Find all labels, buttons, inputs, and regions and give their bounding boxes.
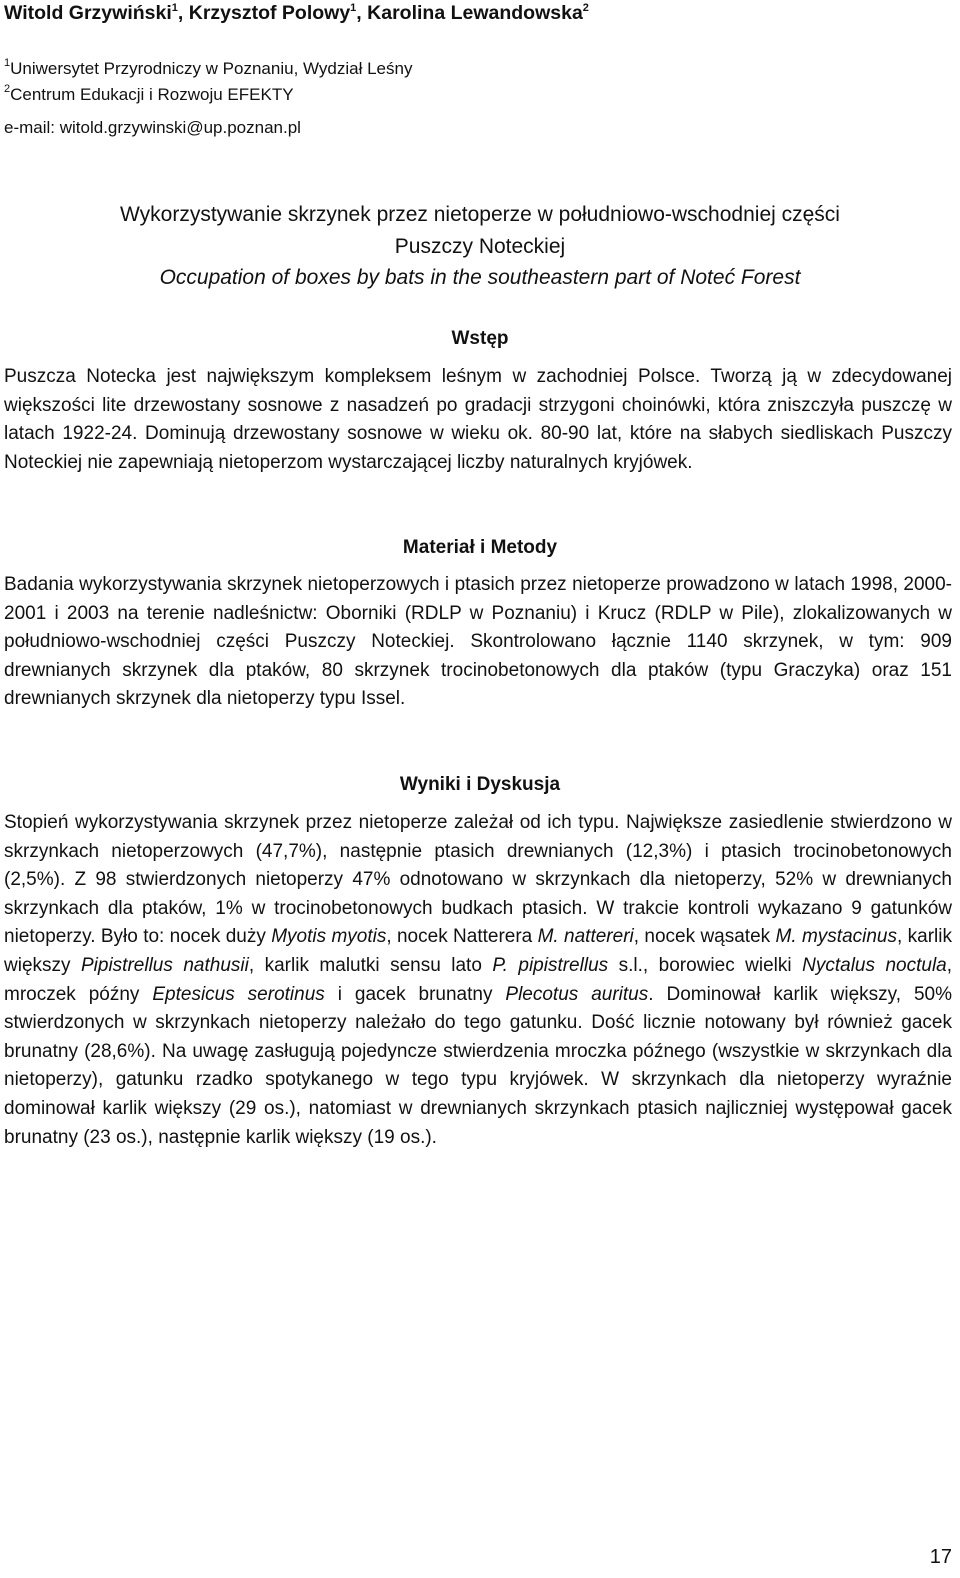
author-affiliation-mark: 2 [582, 2, 589, 14]
contact-email: e-mail: witold.grzywinski@up.poznan.pl [4, 118, 301, 137]
author-affiliation-mark: 1 [350, 2, 357, 14]
methods-paragraph: Badania wykorzystywania skrzynek nietoperzowych i ptasich przez nietoperze prowadzono w latach 1998, 2000-2001 i 2003 na terenie nadleśnictw: Oborniki (RDLP w Poznaniu) i Krucz (RDLP w Pile), zlokalizowanych w południowo-wschodniej części Puszczy Noteckiej. Skontrolowano łącznie 1140 skrzynek, w tym: 909 drewnianych skrzynek dla ptaków, 80 skrzynek trocinobetonowych dla ptaków (typu Graczyka) oraz 151 drewnianych skrzynek dla nietoperzy typu Issel. [4, 574, 952, 710]
affiliation-mark: 1 [4, 57, 11, 69]
results-text: , mroczek późny [4, 954, 953, 1005]
paper-title-line-1: Wykorzystywanie skrzynek przez nietoperze w południowo-wschodniej części [120, 203, 840, 226]
intro-paragraph: Puszcza Notecka jest największym kompleksem leśnym w zachodniej Polsce. Tworzą ją w zdecydowanej większości lite drzewostany sosnowe z nasadzeń po gradacji strzygoni choinówki, która zniszczyła puszczę w latach 1922-24. Dominują drzewostany sosnowe w wieku ok. 80-90 lat, które na słabych siedliskach Puszczy Noteckiej nie zapewniają nietoperzom wystarczającej liczby naturalnych kryjówek. [4, 366, 952, 473]
affiliation-text: Uniwersytet Przyrodniczy w Poznaniu, Wydział Leśny [10, 59, 413, 78]
paper-title-english: Occupation of boxes by bats in the southeastern part of Noteć Forest [159, 266, 801, 289]
affiliation-mark: 2 [4, 83, 11, 95]
results-text: . Dominował karlik większy, 50% stwierdzonych w skrzynkach nietoperzy należało do tego gatunku. Dość licznie notowany był również gacek brunatny (28,6%). Na uwagę zasługują pojedyncze stwierdzenia mroczka późnego (wszystkie w skrzynkach dla nietoperzy), gatunku rzadko spotykanego w tego typu kryjówek. W skrzynkach dla nietoperzy wyraźnie dominował karlik większy (29 os.), natomiast w drewnianych skrzynkach ptasich najliczniej występował gacek brunatny (23 os.), następnie karlik większy (19 os.). [4, 983, 953, 1148]
author-separator: , [356, 2, 368, 24]
affiliation-1 [4, 59, 412, 79]
section-heading-methods: Materiał i Metody [402, 537, 558, 558]
paper-title-line-2: Puszczy Noteckiej [394, 235, 566, 258]
species-name: P. pipistrellus [492, 954, 609, 976]
species-name: Pipistrellus nathusii [81, 954, 249, 976]
results-text: i gacek brunatny [324, 983, 506, 1005]
species-name: M. nattereri [537, 926, 634, 948]
species-name: M. mystacinus [775, 926, 897, 948]
species-name: Nyctalus noctula [802, 954, 947, 976]
affiliation-text: Centrum Edukacji i Rozwoju EFEKTY [10, 85, 294, 104]
species-name: Eptesicus serotinus [152, 983, 325, 1005]
results-text: , nocek wąsatek [633, 926, 776, 948]
results-text: s.l., borowiec wielki [608, 954, 803, 976]
author-name: Karolina Lewandowska [367, 2, 583, 24]
section-heading-intro: Wstęp [451, 328, 509, 349]
author-list [4, 2, 589, 25]
results-text: , karlik malutki sensu lato [248, 954, 493, 976]
author-affiliation-mark: 1 [171, 2, 178, 14]
results-paragraph [4, 809, 952, 1152]
section-heading-results: Wyniki i Dyskusja [399, 774, 561, 795]
results-text: Stopień wykorzystywania skrzynek przez nietoperze zależał od ich typu. Największe zasiedlenie stwierdzono w skrzynkach nietoperzowych (47,7%), następnie ptasich drewnianych (12,3%) i ptasich trocinobetonowych (2,5%). Z 98 stwierdzonych nietoperzy 47% odnotowano w skrzynkach dla nietoperzy, 52% w drewnianych skrzynkach dla ptaków, 1% w trocinobetonowych budkach ptasich. W trakcie kontroli wykazano 9 gatunków nietoperzy. Było to: nocek duży [4, 812, 952, 948]
results-text: , karlik większy [4, 926, 952, 976]
affiliation-2 [4, 85, 294, 105]
species-name: Plecotus auritus [505, 983, 649, 1005]
author-separator: , [177, 2, 189, 24]
results-text: , nocek Natterera [386, 926, 538, 948]
species-name: Myotis myotis [271, 926, 387, 948]
author-name: Witold Grzywiński [4, 2, 172, 24]
author-name: Krzysztof Polowy [188, 2, 351, 24]
page-number: 17 [929, 1546, 952, 1568]
